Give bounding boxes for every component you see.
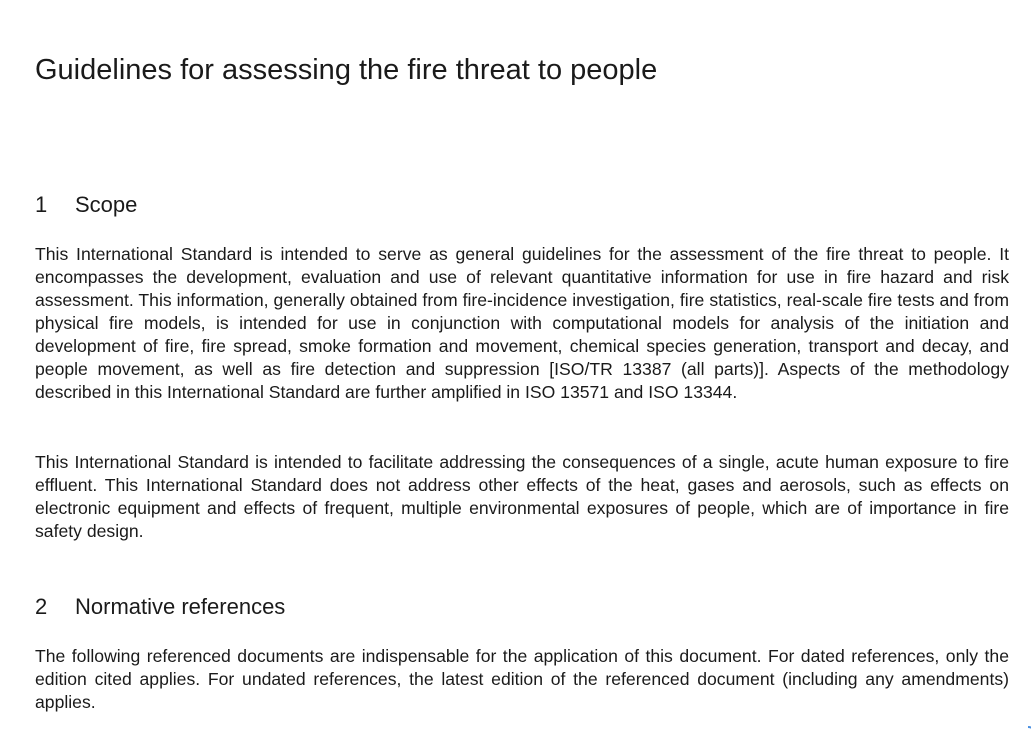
scope-paragraph-2: This International Standard is intended to facilitate addressing the consequences of a single, acute human exposure to fire effluent. This International Standard does not address other effects of the heat, gases and aerosols, such as effects on electronic equipment and effects of frequent, multiple environmental exposures of people, which are of importance in fire safety design.	[35, 452, 1009, 541]
document-title: Guidelines for assessing the fire threat to people	[35, 54, 658, 86]
section-title: Scope	[75, 192, 138, 217]
section-title: Normative references	[75, 594, 286, 619]
section-number: 1	[35, 192, 48, 217]
scope-paragraph-1: This International Standard is intended to serve as general guidelines for the assessment of the fire threat to people. It encompasses the development, evaluation and use of relevant quantitative information for use in fire hazard and risk assessment. This information, generally obtained from fire-incidence investigation, fire statistics, real-scale fire tests and from physical fire models, is intended for use in conjunction with computational models for analysis of the initiation and development of fire, fire spread, smoke formation and movement, chemical species generation, transport and decay, and people movement, as well as fire detection and suppression [ISO/TR 13387 (all parts)]. Aspects of the methodology described in this International Standard are further amplified in ISO 13571 and ISO 13344.	[35, 244, 1009, 402]
section-number: 2	[35, 594, 48, 619]
corner-indicator-icon	[1015, 722, 1031, 747]
section-heading-normative-references	[35, 594, 285, 620]
normative-references-paragraph-1: The following referenced documents are indispensable for the application of this document. For dated references, only the edition cited applies. For undated references, the latest edition of the referenced document (including any amendments) applies.	[35, 646, 1009, 712]
section-heading-scope	[35, 192, 137, 218]
